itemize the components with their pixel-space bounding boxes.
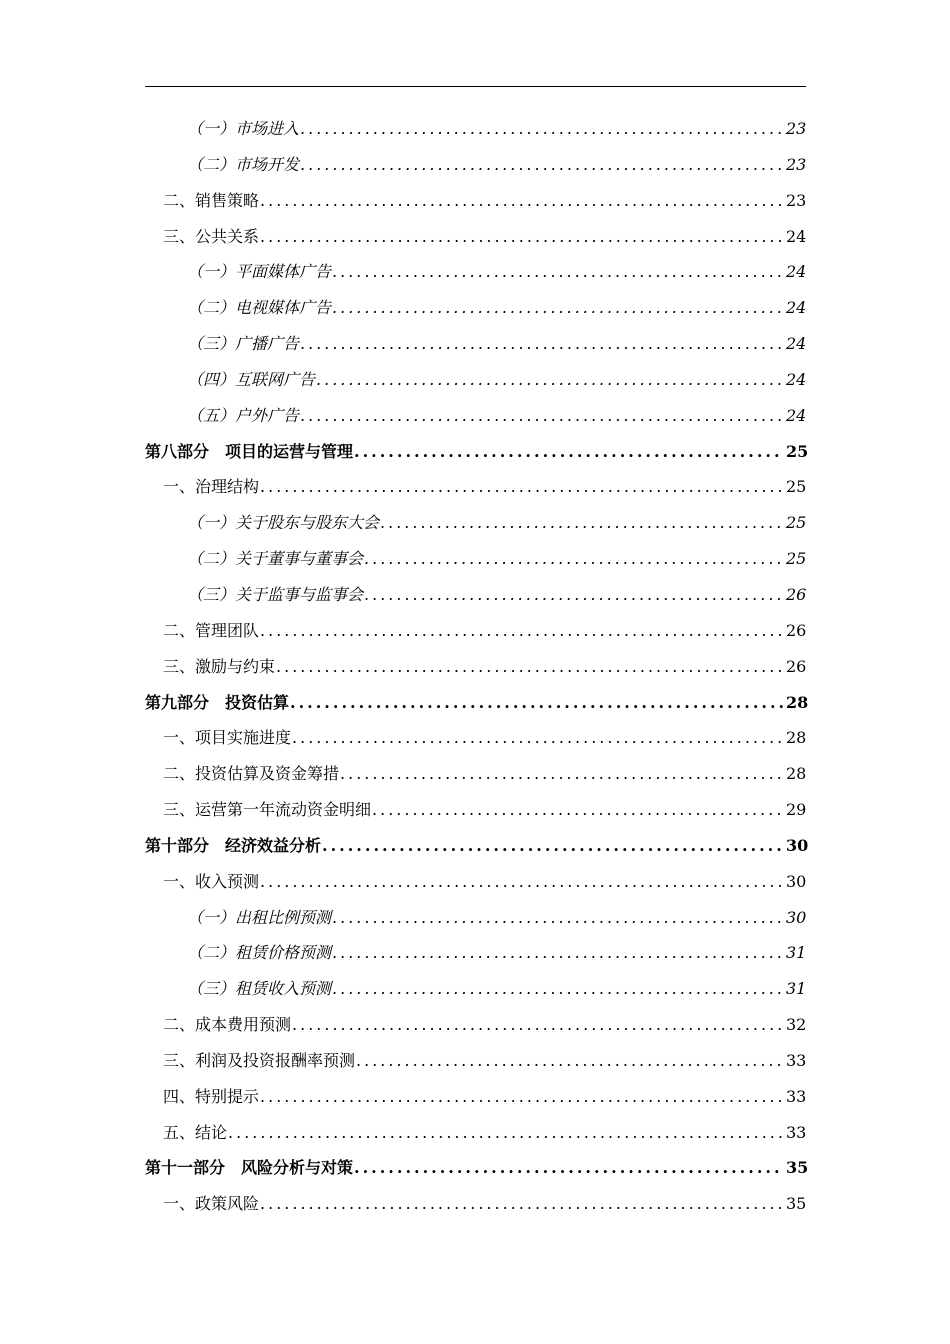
dot-leader (260, 613, 783, 649)
toc-entry-title: （四）互联网广告 (187, 369, 316, 389)
toc-entry-title: 四、特别提示 (163, 1086, 260, 1106)
toc-entry-page: 28 (786, 728, 807, 748)
toc-entry[interactable] (0, 685, 950, 721)
dot-leader (300, 398, 783, 434)
toc-entry-page: 25 (786, 549, 807, 569)
toc-entry-page: 25 (786, 477, 807, 497)
dot-leader (260, 864, 783, 900)
dot-leader (356, 1043, 783, 1079)
toc-entry-title: 三、利润及投资报酬率预测 (163, 1050, 356, 1070)
toc-entry[interactable] (0, 613, 950, 649)
toc-entry[interactable] (0, 398, 950, 434)
toc-entry-title: （一）关于股东与股东大会 (187, 513, 380, 533)
dot-leader (300, 147, 783, 183)
toc-entry-page: 23 (786, 190, 807, 210)
toc-entry[interactable] (0, 219, 950, 255)
dot-leader (380, 505, 783, 541)
toc-entry-title: 第十部分 经济效益分析 (145, 835, 322, 855)
toc-entry-title: （五）户外广告 (187, 405, 300, 425)
dot-leader (340, 756, 783, 792)
toc-entry[interactable] (0, 1115, 950, 1151)
toc-entry-page: 24 (786, 334, 807, 354)
toc-entry-page: 35 (786, 1158, 809, 1178)
toc-entry-page: 25 (786, 513, 807, 533)
toc-entry-page: 28 (786, 692, 809, 712)
toc-entry-title: （三）广播广告 (187, 334, 300, 354)
toc-entry-page: 33 (786, 1050, 807, 1070)
toc-entry-page: 30 (786, 835, 809, 855)
toc-entry-title: （一）平面媒体广告 (187, 262, 332, 282)
toc-entry-title: （三）租赁收入预测 (187, 979, 332, 999)
dot-leader (300, 326, 783, 362)
toc-entry[interactable] (0, 577, 950, 613)
dot-leader (260, 183, 783, 219)
dot-leader (292, 720, 783, 756)
toc-entry-title: （三）关于监事与监事会 (187, 584, 364, 604)
toc-entry-title: 第八部分 项目的运营与管理 (145, 441, 354, 461)
toc-entry[interactable] (0, 469, 950, 505)
table-of-contents (0, 111, 950, 1222)
toc-entry[interactable] (0, 505, 950, 541)
toc-entry[interactable] (0, 1007, 950, 1043)
toc-entry-page: 30 (786, 871, 807, 891)
toc-entry[interactable] (0, 290, 950, 326)
dot-leader (364, 541, 783, 577)
toc-entry[interactable] (0, 326, 950, 362)
toc-entry[interactable] (0, 971, 950, 1007)
toc-entry[interactable] (0, 864, 950, 900)
toc-entry-title: 三、公共关系 (163, 226, 260, 246)
toc-entry[interactable] (0, 434, 950, 470)
dot-leader (372, 792, 783, 828)
toc-entry-title: 第十一部分 风险分析与对策 (145, 1158, 354, 1178)
dot-leader (364, 577, 783, 613)
toc-entry-title: 三、激励与约束 (163, 656, 276, 676)
toc-entry-title: 五、结论 (163, 1122, 228, 1142)
toc-entry-page: 30 (786, 907, 807, 927)
toc-entry-page: 24 (786, 369, 807, 389)
dot-leader (332, 290, 783, 326)
toc-entry-page: 24 (786, 405, 807, 425)
toc-entry[interactable] (0, 183, 950, 219)
toc-entry-page: 31 (786, 943, 807, 963)
dot-leader (332, 935, 783, 971)
toc-entry-page: 32 (786, 1015, 807, 1035)
toc-entry-title: 一、项目实施进度 (163, 728, 292, 748)
dot-leader (290, 685, 783, 721)
toc-entry-page: 33 (786, 1122, 807, 1142)
toc-entry[interactable] (0, 828, 950, 864)
toc-entry[interactable] (0, 935, 950, 971)
toc-entry-page: 26 (786, 620, 807, 640)
toc-entry[interactable] (0, 1043, 950, 1079)
dot-leader (354, 1150, 783, 1186)
toc-entry-page: 29 (786, 800, 807, 820)
toc-entry[interactable] (0, 900, 950, 936)
toc-entry[interactable] (0, 1079, 950, 1115)
dot-leader (316, 362, 783, 398)
toc-entry[interactable] (0, 111, 950, 147)
toc-entry-title: （二）关于董事与董事会 (187, 549, 364, 569)
toc-entry[interactable] (0, 649, 950, 685)
toc-entry-page: 23 (786, 119, 807, 138)
toc-entry-page: 31 (786, 979, 807, 999)
toc-entry-title: （二）市场开发 (187, 154, 300, 174)
dot-leader (332, 900, 783, 936)
dot-leader (332, 254, 783, 290)
toc-entry[interactable] (0, 541, 950, 577)
toc-entry-page: 25 (786, 441, 809, 461)
toc-entry-title: 一、治理结构 (163, 477, 260, 497)
toc-entry-title: 一、政策风险 (163, 1194, 260, 1214)
toc-entry-title: （二）租赁价格预测 (187, 943, 332, 963)
dot-leader (260, 469, 783, 505)
dot-leader (300, 111, 783, 147)
toc-entry-page: 24 (786, 262, 807, 282)
toc-entry-title: 二、管理团队 (163, 620, 260, 640)
toc-entry-title: 三、运营第一年流动资金明细 (163, 800, 372, 820)
toc-entry-title: （一）市场进入 (187, 119, 300, 138)
dot-leader (276, 649, 783, 685)
toc-entry[interactable] (0, 792, 950, 828)
dot-leader (322, 828, 783, 864)
toc-entry[interactable] (0, 1150, 950, 1186)
toc-entry[interactable] (0, 254, 950, 290)
dot-leader (332, 971, 783, 1007)
toc-entry-page: 33 (786, 1086, 807, 1106)
toc-entry-title: 一、收入预测 (163, 871, 260, 891)
toc-entry-page: 23 (786, 154, 807, 174)
dot-leader (228, 1115, 783, 1151)
dot-leader (292, 1007, 783, 1043)
toc-entry-title: 第九部分 投资估算 (145, 692, 290, 712)
header-rule (145, 86, 806, 87)
toc-entry[interactable] (0, 720, 950, 756)
toc-entry-page: 28 (786, 764, 807, 784)
toc-entry[interactable] (0, 147, 950, 183)
toc-entry-title: （一）出租比例预测 (187, 907, 332, 927)
toc-entry[interactable] (0, 362, 950, 398)
toc-entry-page: 26 (786, 584, 807, 604)
toc-entry-page: 26 (786, 656, 807, 676)
dot-leader (260, 219, 783, 255)
toc-entry-title: 二、销售策略 (163, 190, 260, 210)
toc-entry-page: 24 (786, 226, 807, 246)
toc-entry-title: （二）电视媒体广告 (187, 298, 332, 318)
toc-entry-title: 二、投资估算及资金筹措 (163, 764, 340, 784)
dot-leader (260, 1186, 783, 1222)
toc-entry-title: 二、成本费用预测 (163, 1015, 292, 1035)
toc-entry[interactable] (0, 1186, 950, 1222)
dot-leader (260, 1079, 783, 1115)
dot-leader (354, 434, 783, 470)
toc-entry-page: 24 (786, 298, 807, 318)
toc-entry[interactable] (0, 756, 950, 792)
toc-entry-page: 35 (786, 1194, 807, 1214)
